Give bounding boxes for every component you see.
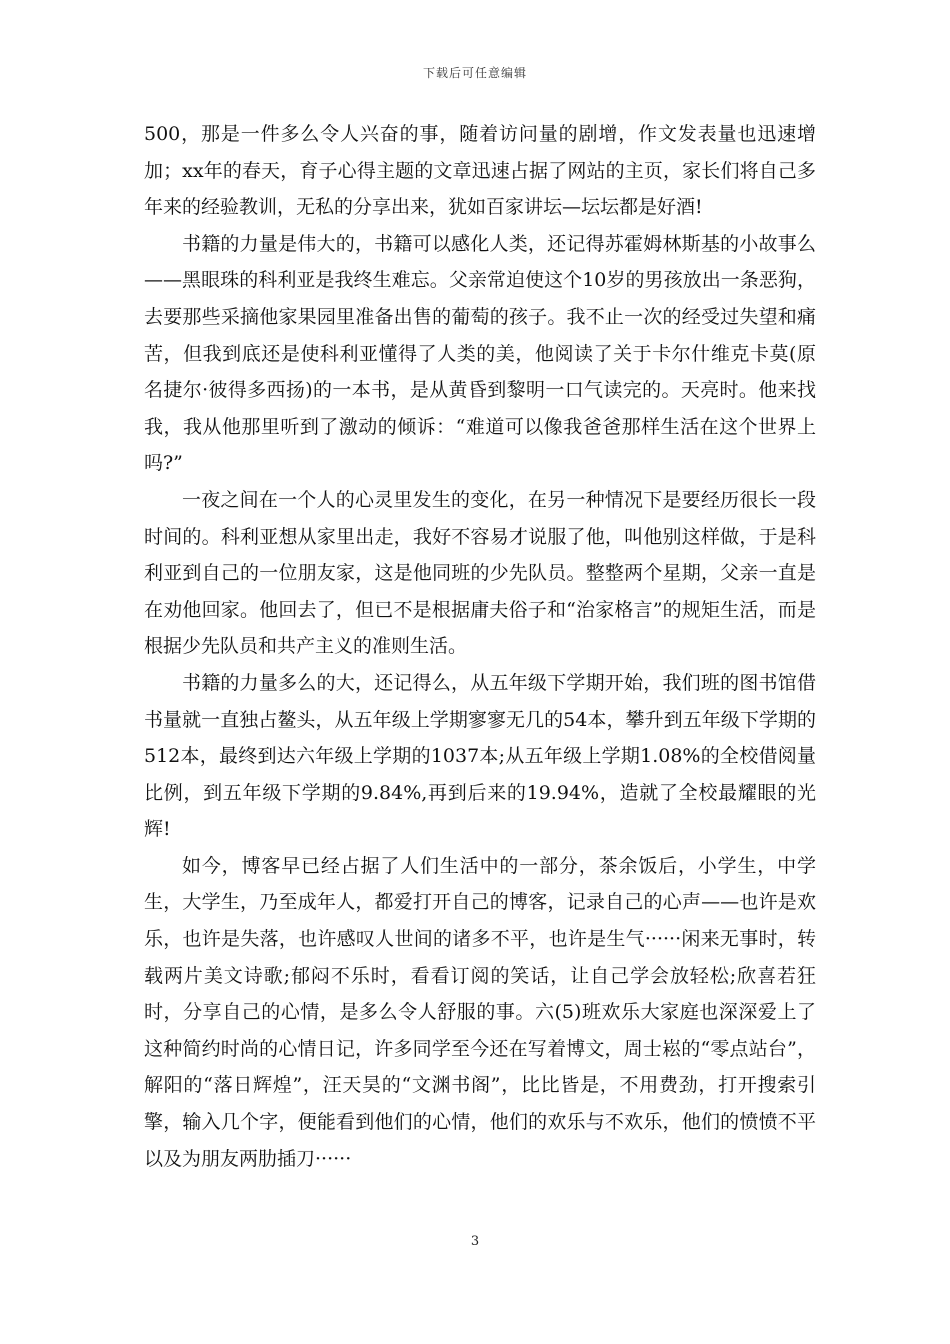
document-body <box>144 116 816 1177</box>
paragraph-1: 500，那是一件多么令人兴奋的事，随着访问量的剧增，作文发表量也迅速增加；xx年的春天，育子心得主题的文章迅速占据了网站的主页，家长们将自己多年来的经验教训，无私的分享出来，犹如百家讲坛—坛坛都是好酒! <box>144 123 816 219</box>
paragraph-2: 书籍的力量是伟大的，书籍可以感化人类，还记得苏霍姆林斯基的小故事么——黑眼珠的科利亚是我终生难忘。父亲常迫使这个10岁的男孩放出一条恶狗，去要那些采摘他家果园里准备出售的葡萄的孩子。我不止一次的经受过失望和痛苦，但我到底还是使科利亚懂得了人类的美，他阅读了关于卡尔什维克卡莫(原名捷尔·彼得多西扬)的一本书，是从黄昏到黎明一口气读完的。天亮时。他来找我，我从他那里听到了激动的倾诉：“难道可以像我爸爸那样生活在这个世界上吗?” <box>144 232 816 475</box>
paragraph-5: 如今，博客早已经占据了人们生活中的一部分，茶余饭后，小学生，中学生，大学生，乃至成年人，都爱打开自己的博客，记录自己的心声——也许是欢乐，也许是失落，也许感叹人世间的诸多不平，也许是生气······闲来无事时，转载两片美文诗歌;郁闷不乐时，看看订阅的笑话，让自己学会放轻松;欣喜若狂时，分享自己的心情，是多么令人舒服的事。六(5)班欢乐大家庭也深深爱上了这种简约时尚的心情日记，许多同学至今还在写着博文，周士崧的“零点站台”，解阳的“落日辉煌”，汪天昊的“文渊书阁”，比比皆是，不用费劲，打开搜索引擎，输入几个字，便能看到他们的心情，他们的欢乐与不欢乐，他们的愤愤不平以及为朋友两肋插刀······ <box>144 854 816 1170</box>
paragraph-3: 一夜之间在一个人的心灵里发生的变化，在另一种情况下是要经历很长一段时间的。科利亚想从家里出走，我好不容易才说服了他，叫他别这样做，于是科利亚到自己的一位朋友家，这是他同班的少先队员。整整两个星期，父亲一直是在劝他回家。他回去了，但已不是根据庸夫俗子和“治家格言”的规矩生活，而是根据少先队员和共产主义的准则生活。 <box>144 488 816 658</box>
page-number: 3 <box>470 1234 480 1249</box>
paragraph-4: 书籍的力量多么的大，还记得么，从五年级下学期开始，我们班的图书馆借书量就一直独占鳌头，从五年级上学期寥寥无几的54本，攀升到五年级下学期的512本，最终到达六年级上学期的1037本;从五年级上学期1.08%的全校借阅量比例，到五年级下学期的9.84%,再到后来的19.94%，造就了全校最耀眼的光辉! <box>144 671 816 841</box>
page-header: 下载后可任意编辑 <box>422 66 527 80</box>
